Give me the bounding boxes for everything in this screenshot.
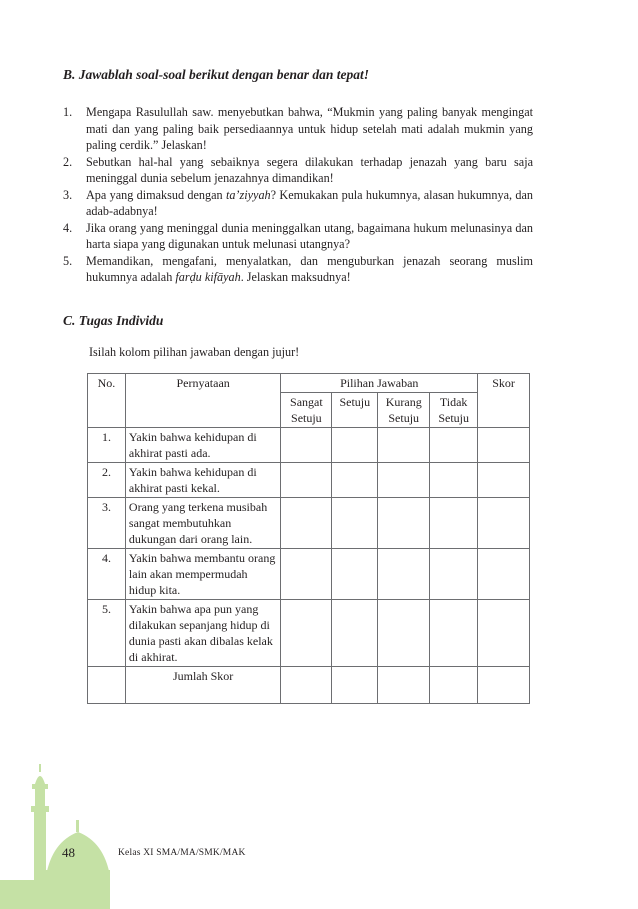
answer-cell[interactable] bbox=[281, 600, 332, 667]
answer-cell[interactable] bbox=[332, 498, 378, 549]
header-score: Skor bbox=[478, 374, 530, 428]
total-cell[interactable] bbox=[378, 667, 430, 704]
header-choice: Sangat Setuju bbox=[281, 393, 332, 428]
answer-cell[interactable] bbox=[281, 549, 332, 600]
total-cell[interactable] bbox=[281, 667, 332, 704]
score-cell[interactable] bbox=[478, 463, 530, 498]
header-statement: Pernyataan bbox=[125, 374, 280, 428]
answer-cell[interactable] bbox=[281, 463, 332, 498]
table-row bbox=[88, 463, 530, 498]
header-choice: Kurang Setuju bbox=[378, 393, 430, 428]
total-row bbox=[88, 667, 530, 704]
answer-cell[interactable] bbox=[430, 498, 478, 549]
answer-cell[interactable] bbox=[332, 600, 378, 667]
self-assessment-table bbox=[87, 373, 530, 704]
answer-cell[interactable] bbox=[430, 600, 478, 667]
table-row bbox=[88, 600, 530, 667]
score-cell[interactable] bbox=[478, 498, 530, 549]
question-item: 4. Jika orang yang meninggal dunia meninggalkan utang, bagaimana hukum melunasinya dan harta siapa yang digunakan untuk melunasi utangnya? bbox=[63, 220, 533, 251]
answer-cell[interactable] bbox=[281, 498, 332, 549]
header-choice: Tidak Setuju bbox=[430, 393, 478, 428]
header-choice: Setuju bbox=[332, 393, 378, 428]
score-cell[interactable] bbox=[478, 428, 530, 463]
total-label: Jumlah Skor bbox=[125, 667, 280, 704]
answer-cell[interactable] bbox=[332, 428, 378, 463]
total-cell[interactable] bbox=[430, 667, 478, 704]
answer-cell[interactable] bbox=[430, 428, 478, 463]
answer-cell[interactable] bbox=[332, 463, 378, 498]
row-number: 1. bbox=[88, 428, 126, 463]
row-statement: Yakin bahwa apa pun yang dilakukan sepanjang hidup di dunia pasti akan dibalas kelak di akhirat. bbox=[125, 600, 280, 667]
answer-cell[interactable] bbox=[430, 549, 478, 600]
row-statement: Orang yang terkena musibah sangat membutuhkan dukungan dari orang lain. bbox=[125, 498, 280, 549]
question-item: 5. Memandikan, mengafani, menyalatkan, dan menguburkan jenazah seorang muslim hukumnya adalah farḍu kifāyah. Jelaskan maksudnya! bbox=[63, 253, 533, 284]
answer-cell[interactable] bbox=[378, 498, 430, 549]
header-no: No. bbox=[88, 374, 126, 428]
total-cell[interactable] bbox=[332, 667, 378, 704]
header-choice-group: Pilihan Jawaban bbox=[281, 374, 478, 393]
row-number: 2. bbox=[88, 463, 126, 498]
score-cell[interactable] bbox=[478, 549, 530, 600]
row-statement: Yakin bahwa membantu orang lain akan mempermudah hidup kita. bbox=[125, 549, 280, 600]
page-number: 48 bbox=[62, 845, 75, 860]
total-score-cell[interactable] bbox=[478, 667, 530, 704]
question-item: 3. Apa yang dimaksud dengan ta’ziyyah? Kemukakan pula hukumnya, alasan hukumnya, dan adab-adabnya! bbox=[63, 187, 533, 218]
question-item: 1. Mengapa Rasulullah saw. menyebutkan bahwa, “Mukmin yang paling banyak mengingat mati dan yang paling baik persediaannya untuk hidup setelah mati adalah mukmin yang paling cerdik.” Jelaskan! bbox=[63, 105, 533, 152]
answer-cell[interactable] bbox=[430, 463, 478, 498]
row-statement: Yakin bahwa kehidupan di akhirat pasti ada. bbox=[125, 428, 280, 463]
row-statement: Yakin bahwa kehidupan di akhirat pasti kekal. bbox=[125, 463, 280, 498]
answer-cell[interactable] bbox=[281, 428, 332, 463]
answer-cell[interactable] bbox=[378, 549, 430, 600]
section-b-title: B. Jawablah soal-soal berikut dengan benar dan tepat! bbox=[63, 67, 370, 82]
answer-cell[interactable] bbox=[378, 463, 430, 498]
instruction-text: Isilah kolom pilihan jawaban dengan jujur! bbox=[89, 345, 300, 359]
row-number: 5. bbox=[88, 600, 126, 667]
score-cell[interactable] bbox=[478, 600, 530, 667]
row-number: 3. bbox=[88, 498, 126, 549]
question-list bbox=[63, 104, 533, 286]
answer-cell[interactable] bbox=[332, 549, 378, 600]
table-row bbox=[88, 498, 530, 549]
answer-cell[interactable] bbox=[378, 600, 430, 667]
table-row bbox=[88, 549, 530, 600]
row-number: 4. bbox=[88, 549, 126, 600]
total-blank bbox=[88, 667, 126, 704]
question-item: 2. Sebutkan hal-hal yang sebaiknya segera dilakukan terhadap jenazah yang baru saja meninggal dunia sebelum jenazahnya dimandikan! bbox=[63, 154, 533, 185]
table-row bbox=[88, 428, 530, 463]
mosque-decoration bbox=[0, 760, 110, 909]
footer-text: Kelas XI SMA/MA/SMK/MAK bbox=[118, 848, 246, 858]
section-c-title: C. Tugas Individu bbox=[63, 313, 164, 328]
answer-cell[interactable] bbox=[378, 428, 430, 463]
